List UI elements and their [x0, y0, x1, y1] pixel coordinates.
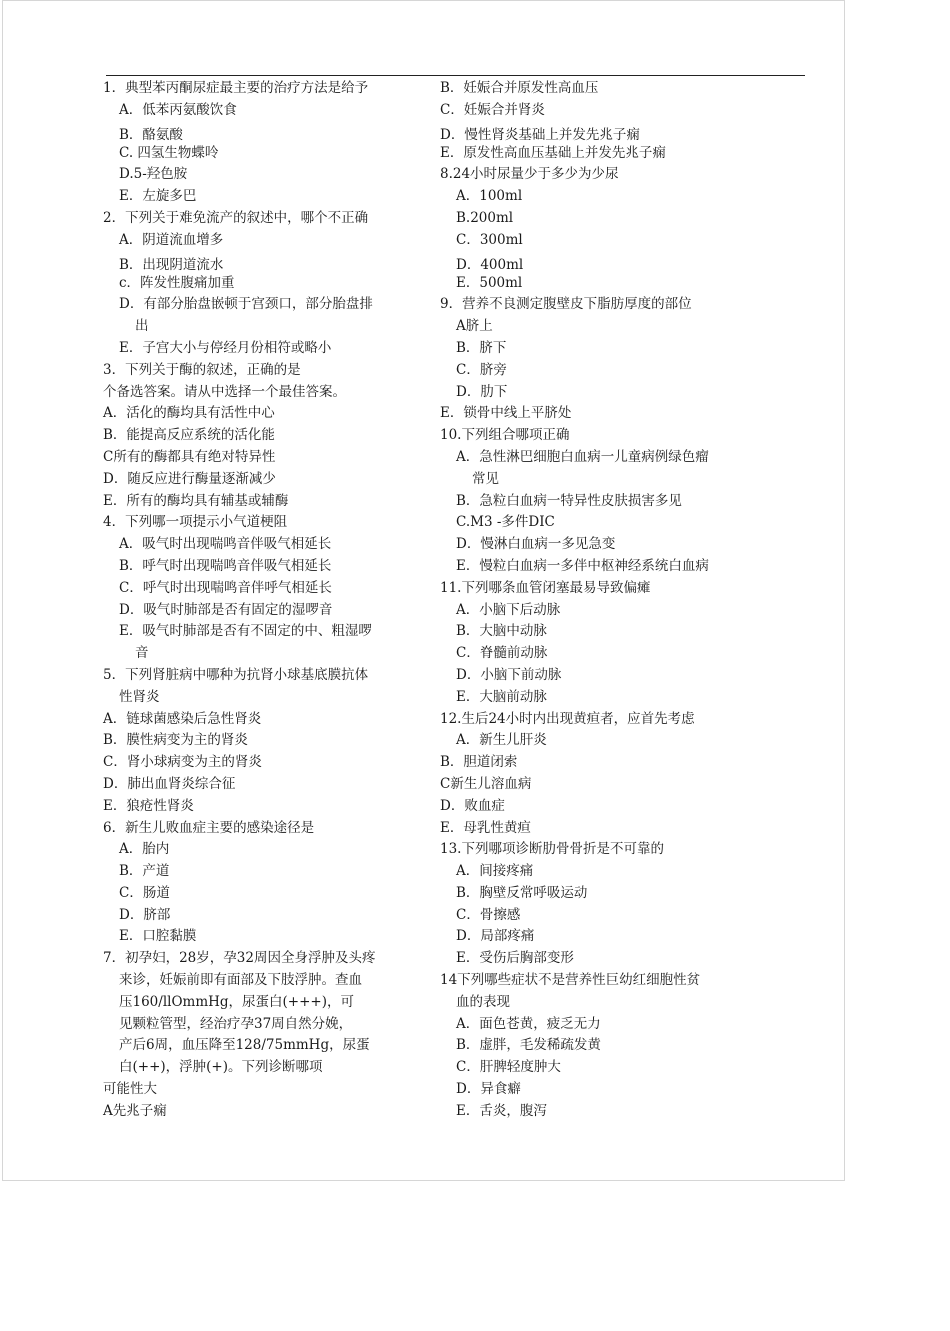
text-line: B．能提高反应系统的活化能	[103, 427, 275, 444]
text-line: 4．下列哪一项提示小气道梗阻	[103, 514, 288, 531]
text-line: 11.下列哪条血管闭塞最易导致偏瘫	[440, 579, 651, 596]
text-line: E．左旋多巴	[119, 188, 197, 205]
text-line: 10.下列组合哪项正确	[440, 427, 570, 444]
text-line: D．肋下	[456, 383, 508, 400]
text-line: A．链球菌感染后急性肾炎	[103, 710, 262, 727]
text-line: A．新生儿肝炎	[456, 732, 547, 749]
text-line: C．妊娠合并肾炎	[440, 101, 545, 118]
text-line: 见颗粒管型，经治疗孕37周自然分娩，	[119, 1015, 353, 1032]
text-line: 7．初孕妇，28岁，孕32周因全身浮肿及头疼	[103, 950, 376, 967]
text-line: A．小脑下后动脉	[456, 601, 561, 618]
text-line: B．胆道闭索	[440, 754, 518, 771]
text-line: E．慢粒白血病一多伴中枢神经系统白血病	[456, 557, 709, 574]
text-line: C．骨擦感	[456, 906, 521, 923]
text-line: 13.下列哪项诊断肋骨骨折是不可靠的	[440, 841, 664, 858]
text-line: 可能性大	[103, 1081, 157, 1098]
text-line: C．呼气时出现喘鸣音伴呼气相延长	[119, 579, 332, 596]
text-line: 压160/llOmmHg，尿蛋白(+++)，可	[119, 993, 355, 1010]
text-line: B．妊娠合并原发性高血压	[440, 80, 599, 96]
text-line: D．异食癖	[456, 1081, 521, 1098]
text-line: D.5-羟色胺	[119, 166, 188, 183]
text-line: 1．典型苯丙酮尿症最主要的治疗方法是给予	[103, 80, 369, 96]
text-line: A．阴道流血增多	[119, 231, 224, 248]
text-line: A．低苯丙氨酸饮食	[119, 101, 237, 118]
text-line: B.200ml	[456, 209, 514, 226]
text-line: B．虚胖，毛发稀疏发黄	[456, 1037, 601, 1054]
text-line: 白(++)，浮肿(+)。下列诊断哪项	[119, 1059, 323, 1076]
text-line: 血的表现	[456, 993, 510, 1010]
text-line: D．吸气时肺部是否有固定的湿啰音	[119, 601, 333, 618]
text-line: D．肺出血肾炎综合征	[103, 775, 236, 792]
text-line: A先兆子痫	[103, 1102, 167, 1119]
text-line: B．大脑中动脉	[456, 623, 547, 640]
text-line: C. 四氢生物蝶呤	[119, 144, 219, 161]
text-line: 5．下列肾脏病中哪种为抗肾小球基底膜抗体	[103, 666, 369, 683]
text-line: A．吸气时出现喘鸣音伴吸气相延长	[119, 536, 332, 553]
text-line: D．有部分胎盘嵌顿于宫颈口，部分胎盘排	[119, 296, 373, 313]
text-line: 常见	[472, 470, 499, 487]
text-line: c．阵发性腹痛加重	[119, 274, 235, 291]
text-line: 2．下列关于难免流产的叙述中，哪个不正确	[103, 209, 369, 226]
text-line: E．锁骨中线上平脐处	[440, 405, 572, 422]
text-line: C新生儿溶血病	[440, 775, 532, 792]
text-line: A脐上	[456, 318, 493, 335]
text-line: B．脐下	[456, 339, 507, 356]
text-line: E．所有的酶均具有辅基或辅酶	[103, 492, 289, 509]
text-line: 来诊，妊娠前即有面部及下肢浮肿。查血	[119, 972, 362, 989]
text-line: B．膜性病变为主的肾炎	[103, 732, 248, 749]
text-line: E．吸气时肺部是否有不固定的中、粗湿啰	[119, 623, 372, 640]
text-line: B．出现阴道流水	[119, 256, 224, 273]
text-line: C．肠道	[119, 884, 170, 901]
text-line: 9．营养不良测定腹壁皮下脂肪厚度的部位	[440, 296, 692, 313]
text-line: C．脊髓前动脉	[456, 645, 548, 662]
text-line: E．母乳性黄疸	[440, 819, 531, 836]
text-line: 音	[135, 645, 149, 662]
text-line: E．舌炎，腹泻	[456, 1102, 547, 1119]
text-line: E．子宫大小与停经月份相符或略小	[119, 339, 332, 356]
text-line: B．产道	[119, 863, 170, 880]
text-line: D．400ml	[456, 256, 524, 273]
text-line: A．面色苍黄，疲乏无力	[456, 1015, 601, 1032]
text-line: 14下列哪些症状不是营养性巨幼红细胞性贫	[440, 972, 701, 989]
text-line: D．败血症	[440, 797, 505, 814]
text-line: 性肾炎	[119, 688, 160, 705]
text-line: D．脐部	[119, 906, 171, 923]
text-line: E．口腔黏膜	[119, 928, 197, 945]
text-line: C.M3 -多件DIC	[456, 514, 555, 531]
right-column	[440, 78, 770, 1123]
text-line: E．受伤后胸部变形	[456, 950, 574, 967]
text-line: A．胎内	[119, 841, 170, 858]
text-line: B．胸壁反常呼吸运动	[456, 884, 588, 901]
text-line: B．急粒白血病一特异性皮肤损害多见	[456, 492, 682, 509]
text-line: A．活化的酶均具有活性中心	[103, 405, 275, 422]
text-line: A．急性淋巴细胞白血病一儿童病例绿色瘤	[456, 448, 709, 465]
text-line: D．局部疼痛	[456, 928, 535, 945]
text-line: D．慢性肾炎基础上并发先兆子痫	[440, 126, 640, 143]
text-line: 3．下列关于酶的叙述，正确的是	[103, 361, 301, 378]
text-line: 8.24小时尿量少于多少为少尿	[440, 166, 619, 183]
text-line: 6．新生儿败血症主要的感染途径是	[103, 819, 315, 836]
text-line: B．酪氨酸	[119, 126, 183, 143]
text-line: E．原发性高血压基础上并发先兆子痫	[440, 144, 666, 161]
text-line: B．呼气时出现喘鸣音伴吸气相延长	[119, 557, 332, 574]
text-line: 个备选答案。请从中选择一个最佳答案。	[103, 383, 346, 400]
text-line: C．300ml	[456, 231, 523, 248]
left-column	[103, 78, 418, 1123]
text-line: C．肝脾轻度肿大	[456, 1059, 561, 1076]
text-line: D．小脑下前动脉	[456, 666, 562, 683]
text-line: 产后6周，血压降至128/75mmHg，尿蛋	[119, 1037, 370, 1054]
text-line: A．间接疼痛	[456, 863, 534, 880]
text-line: C．肾小球病变为主的肾炎	[103, 754, 262, 771]
text-line: D．慢淋白血病一多见急变	[456, 536, 616, 553]
text-line: C所有的酶都具有绝对特异性	[103, 448, 276, 465]
text-line: E．狼疮性肾炎	[103, 797, 194, 814]
header-rule	[106, 75, 805, 76]
text-line: 出	[135, 318, 149, 335]
text-line: E．大脑前动脉	[456, 688, 547, 705]
text-line: C．脐旁	[456, 361, 507, 378]
text-line: 12.生后24小时内出现黄疸者，应首先考虑	[440, 710, 695, 727]
text-line: D．随反应进行酶量逐渐减少	[103, 470, 276, 487]
text-line: E．500ml	[456, 274, 523, 291]
text-line: A．100ml	[456, 188, 523, 205]
